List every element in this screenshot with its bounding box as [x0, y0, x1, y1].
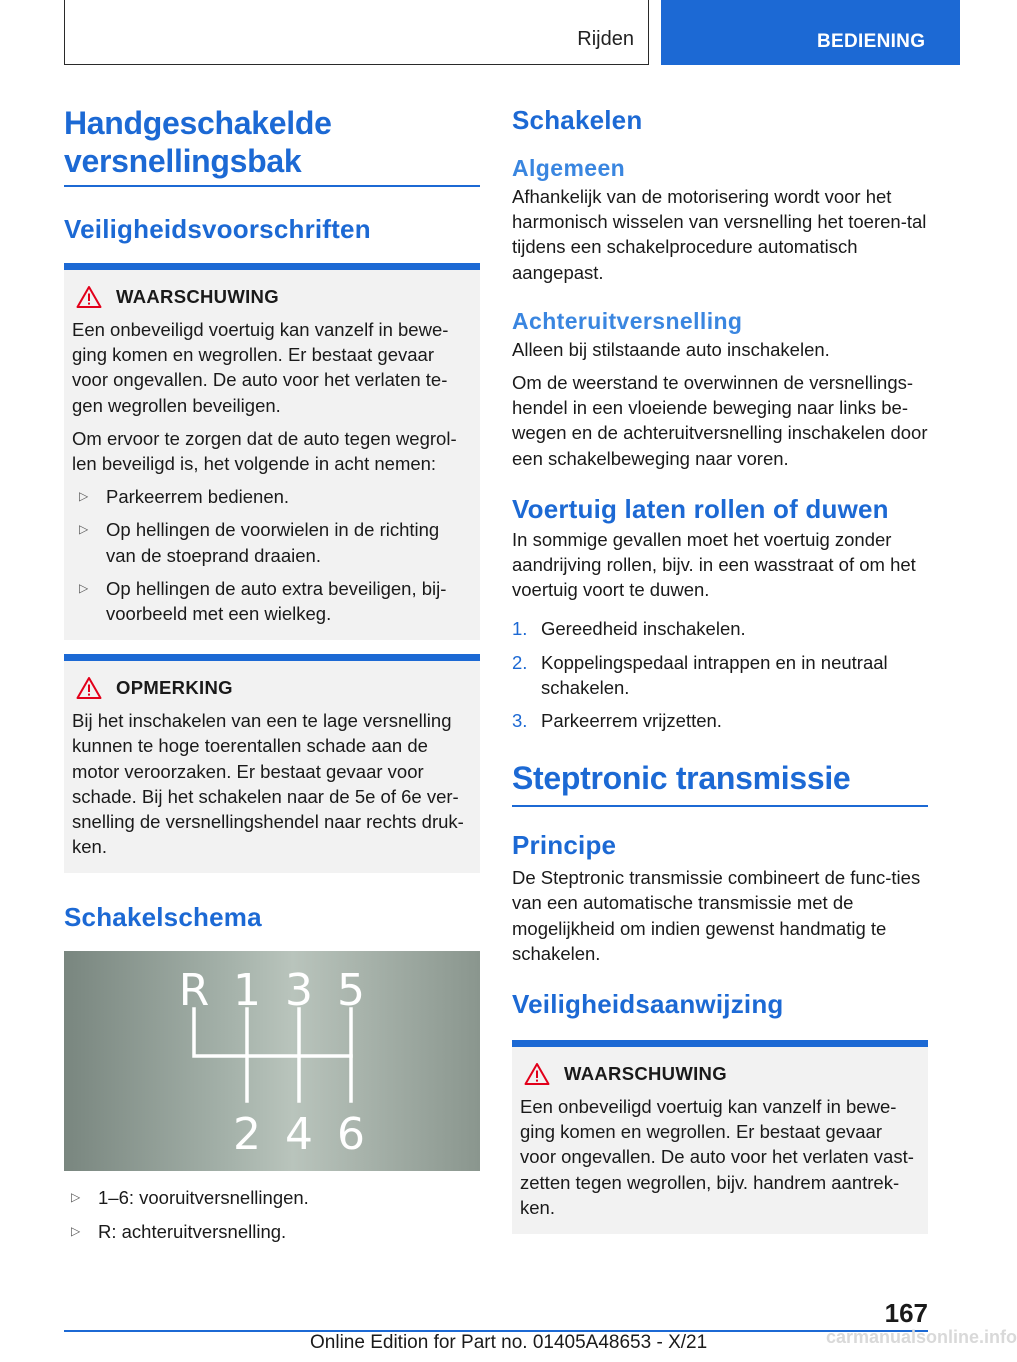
- warning-triangle-icon: [76, 285, 102, 309]
- warning-paragraph-2: Om ervoor te zorgen dat de auto tegen wegrol-len beveiligd is, het volgende in acht nemen:: [72, 427, 457, 475]
- heading-shift-pattern: Schakelschema: [64, 902, 262, 933]
- list-item: ▷ 1–6: vooruitversnellingen.: [64, 1185, 480, 1210]
- warning-2-paragraph: Een onbeveiligd voertuig kan vanzelf in bewe-ging komen en wegrollen. Er bestaat gevaar voor ongevallen. De auto voor het verlaten vast-zetten tegen wegrollen, bijv. handrem aantrek-ken.: [520, 1096, 914, 1218]
- gear-label-1: 1: [233, 965, 261, 1017]
- title-rule: [64, 185, 480, 187]
- shift-pattern-diagram: [64, 951, 480, 1171]
- heading-reverse-gear: Achteruitversnelling: [512, 307, 743, 334]
- right-column: [512, 104, 928, 1234]
- heading-safety-rules: Veiligheidsvoorschriften: [64, 214, 371, 244]
- triangle-bullet-icon: ▷: [79, 489, 89, 504]
- list-item: ▷ R: achteruitversnelling.: [64, 1219, 480, 1244]
- list-item: ▷ Op hellingen de auto extra beveiligen, bij-voorbeeld met een wielkeg.: [72, 576, 472, 626]
- heading-principle: Principe: [512, 830, 617, 861]
- left-column: [64, 104, 480, 1244]
- gear-label-3: 3: [285, 965, 313, 1017]
- warning-label: WAARSCHUWING: [116, 286, 279, 307]
- gear-label-2: 2: [233, 1109, 261, 1161]
- page-title-manual-gearbox: Handgeschakelde versnellingsbak: [64, 105, 332, 179]
- warning-2-label: WAARSCHUWING: [564, 1063, 727, 1085]
- warning-triangle-icon: [524, 1062, 550, 1086]
- gear-label-5: 5: [337, 965, 365, 1017]
- note-paragraph: Bij het inschakelen van een te lage versnelling kunnen te hoge toerentallen schade aan de motor veroorzaken. Er bestaat gevaar voor schade. Bij het schakelen naar de 5e of 6e ver-snelling de versnellingshendel naar rechts druk-ken.: [72, 710, 464, 858]
- warning-box-2: [512, 1040, 928, 1234]
- warning-box-title: [72, 282, 472, 312]
- footer-watermark: carmanualsonline.info: [826, 1327, 1017, 1347]
- reverse-paragraph-2: Om de weerstand te overwinnen de versnellings-hendel in een vloeiende beweging naar links be-wegen en de achteruitversnelling inschakelen door een schakelbeweging naar voren.: [512, 372, 928, 469]
- heading-safety-note: Veiligheidsaanwijzing: [512, 989, 784, 1020]
- warning-paragraph-1: Een onbeveiligd voertuig kan vanzelf in bewe-ging komen en wegrollen. Er bestaat gevaar voor ongevallen. De auto voor het verlaten te-gen wegrollen beveiligen.: [72, 319, 449, 416]
- heading-general: Algemeen: [512, 155, 626, 181]
- roll-paragraph: In sommige gevallen moet het voertuig zonder aandrijving rollen, bijv. in een wasstraat of om het voertuig voort te duwen.: [512, 528, 916, 601]
- list-item: ▷ Op hellingen de voorwielen in de richting van de stoeprand draaien.: [72, 517, 472, 567]
- list-item: 3. Parkeerrem vrijzetten.: [512, 710, 722, 732]
- note-box-title: [72, 673, 472, 703]
- triangle-bullet-icon: ▷: [79, 522, 89, 537]
- header-section-title: Rijden: [577, 28, 634, 50]
- triangle-bullet-icon: ▷: [79, 580, 89, 595]
- shift-pattern-list: [64, 1185, 480, 1243]
- steptronic-rule: [512, 805, 928, 807]
- list-item: ▷ Parkeerrem bedienen.: [72, 484, 472, 509]
- triangle-bullet-icon: ▷: [71, 1190, 81, 1205]
- heading-shifting: Schakelen: [512, 105, 643, 135]
- shift-pattern-image: [64, 951, 480, 1171]
- header-chapter-tab: [661, 0, 960, 65]
- footer-edition: Online Edition for Part no. 01405A48653 - X/21: [310, 1332, 708, 1353]
- warning-box-2-title: [520, 1059, 920, 1089]
- roll-steps-list: [512, 616, 928, 733]
- heading-roll-push: Voertuig laten rollen of duwen: [512, 493, 889, 524]
- principle-paragraph: De Steptronic transmissie combineert de func-ties van een automatische transmissie met de mogelijkheid om indien gewenst handmatig te schakelen.: [512, 867, 921, 964]
- gear-label-6: 6: [337, 1109, 365, 1161]
- header-chapter-title: BEDIENING: [817, 31, 926, 52]
- heading-steptronic: Steptronic transmissie: [512, 760, 851, 797]
- gear-label-r: R: [178, 965, 210, 1017]
- warning-list: [72, 484, 472, 626]
- page-number: 167: [884, 1298, 928, 1328]
- header-section-box: [64, 0, 649, 65]
- triangle-bullet-icon: ▷: [71, 1223, 81, 1238]
- warning-triangle-icon: [76, 676, 102, 700]
- reverse-paragraph-1: Alleen bij stilstaande auto inschakelen.: [512, 338, 830, 360]
- note-label: OPMERKING: [116, 677, 233, 699]
- general-paragraph: Afhankelijk van de motorisering wordt voor het harmonisch wisselen van versnelling het toeren-tal tijdens een schakelprocedure automatisch aangepast.: [512, 186, 927, 283]
- list-item: 2. Koppelingspedaal intrappen en in neutraal schakelen.: [512, 651, 888, 698]
- warning-box: [64, 263, 480, 640]
- note-box: [64, 654, 480, 873]
- gear-label-4: 4: [285, 1109, 313, 1161]
- list-item: 1. Gereedheid inschakelen.: [512, 618, 746, 640]
